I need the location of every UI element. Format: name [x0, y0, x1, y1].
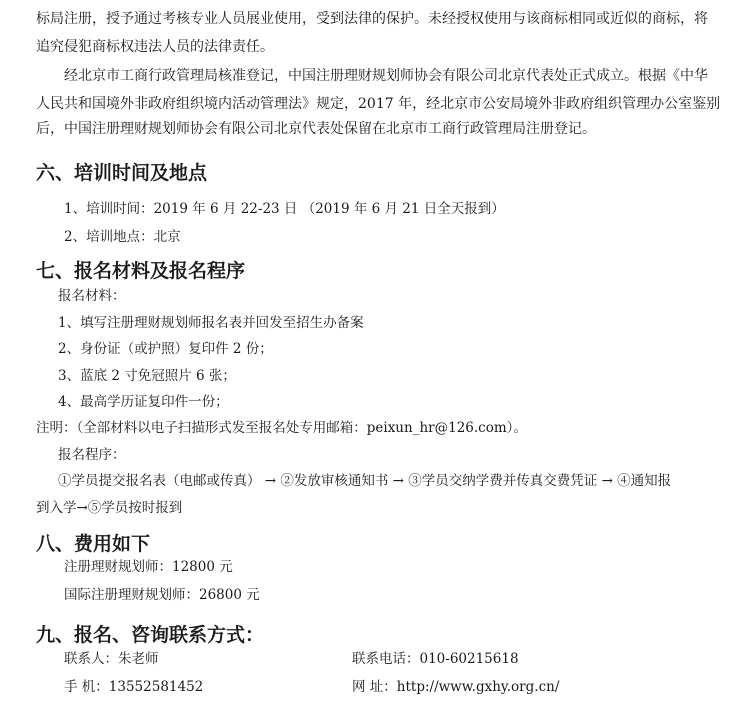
contact-mobile: 手 机：13552581452 — [64, 679, 204, 695]
fee-item-2: 国际注册理财规划师：26800 元 — [64, 587, 260, 603]
section-7-heading: 七、报名材料及报名程序 — [36, 260, 246, 282]
intro-paragraph-2-line-3: 后，中国注册理财规划师协会有限公司北京代表处保留在北京市工商行政管理局注册登记。 — [36, 121, 596, 137]
intro-paragraph-2-line-2: 人民共和国境外非政府组织境内活动管理法》规定，2017 年，经北京市公安局境外非政府组织管理办公室鉴别 — [36, 96, 721, 112]
section-9-heading: 九、报名、咨询联系方式： — [36, 624, 265, 646]
section-6-heading: 六、培训时间及地点 — [36, 162, 208, 184]
section-8-heading: 八、费用如下 — [36, 533, 151, 555]
materials-note: 注明：（全部材料以电子扫描形式发至报名处专用邮箱：peixun_hr@126.com）。 — [36, 420, 527, 436]
fee-item-1: 注册理财规划师：12800 元 — [64, 559, 233, 575]
intro-paragraph-1-line-2: 追究侵犯商标权违法人员的法律责任。 — [36, 39, 274, 55]
training-time: 1、培训时间：2019 年 6 月 22-23 日 （2019 年 6 月 21 日全天报到） — [64, 201, 505, 217]
material-item-4: 4、最高学历证复印件一份； — [58, 394, 229, 410]
procedure-label: 报名程序： — [58, 447, 126, 463]
contact-website: 网 址：http://www.gxhy.org.cn/ — [352, 679, 560, 695]
procedure-line-1: ①学员提交报名表（电邮或传真） → ②发放审核通知书 → ③学员交纳学费并传真交费凭证 → ④通知报 — [58, 473, 672, 489]
material-item-1: 1、填写注册理财规划师报名表并回发至招生办备案 — [58, 315, 364, 331]
intro-paragraph-2-line-1: 经北京市工商行政管理局核准登记，中国注册理财规划师协会有限公司北京代表处正式成立。根据《中华 — [64, 68, 708, 84]
material-item-2: 2、身份证（或护照）复印件 2 份； — [58, 341, 273, 357]
procedure-line-2: 到入学→⑤学员按时报到 — [36, 500, 183, 516]
materials-label: 报名材料： — [58, 288, 126, 304]
contact-person: 联系人：朱老师 — [64, 651, 159, 667]
intro-paragraph-1-line-1: 标局注册，授予通过考核专业人员展业使用，受到法律的保护。未经授权使用与该商标相同或近似的商标，将 — [36, 11, 708, 27]
material-item-3: 3、蓝底 2 寸免冠照片 6 张； — [58, 368, 236, 384]
contact-phone: 联系电话：010-60215618 — [352, 651, 519, 667]
training-place: 2、培训地点：北京 — [64, 229, 181, 245]
